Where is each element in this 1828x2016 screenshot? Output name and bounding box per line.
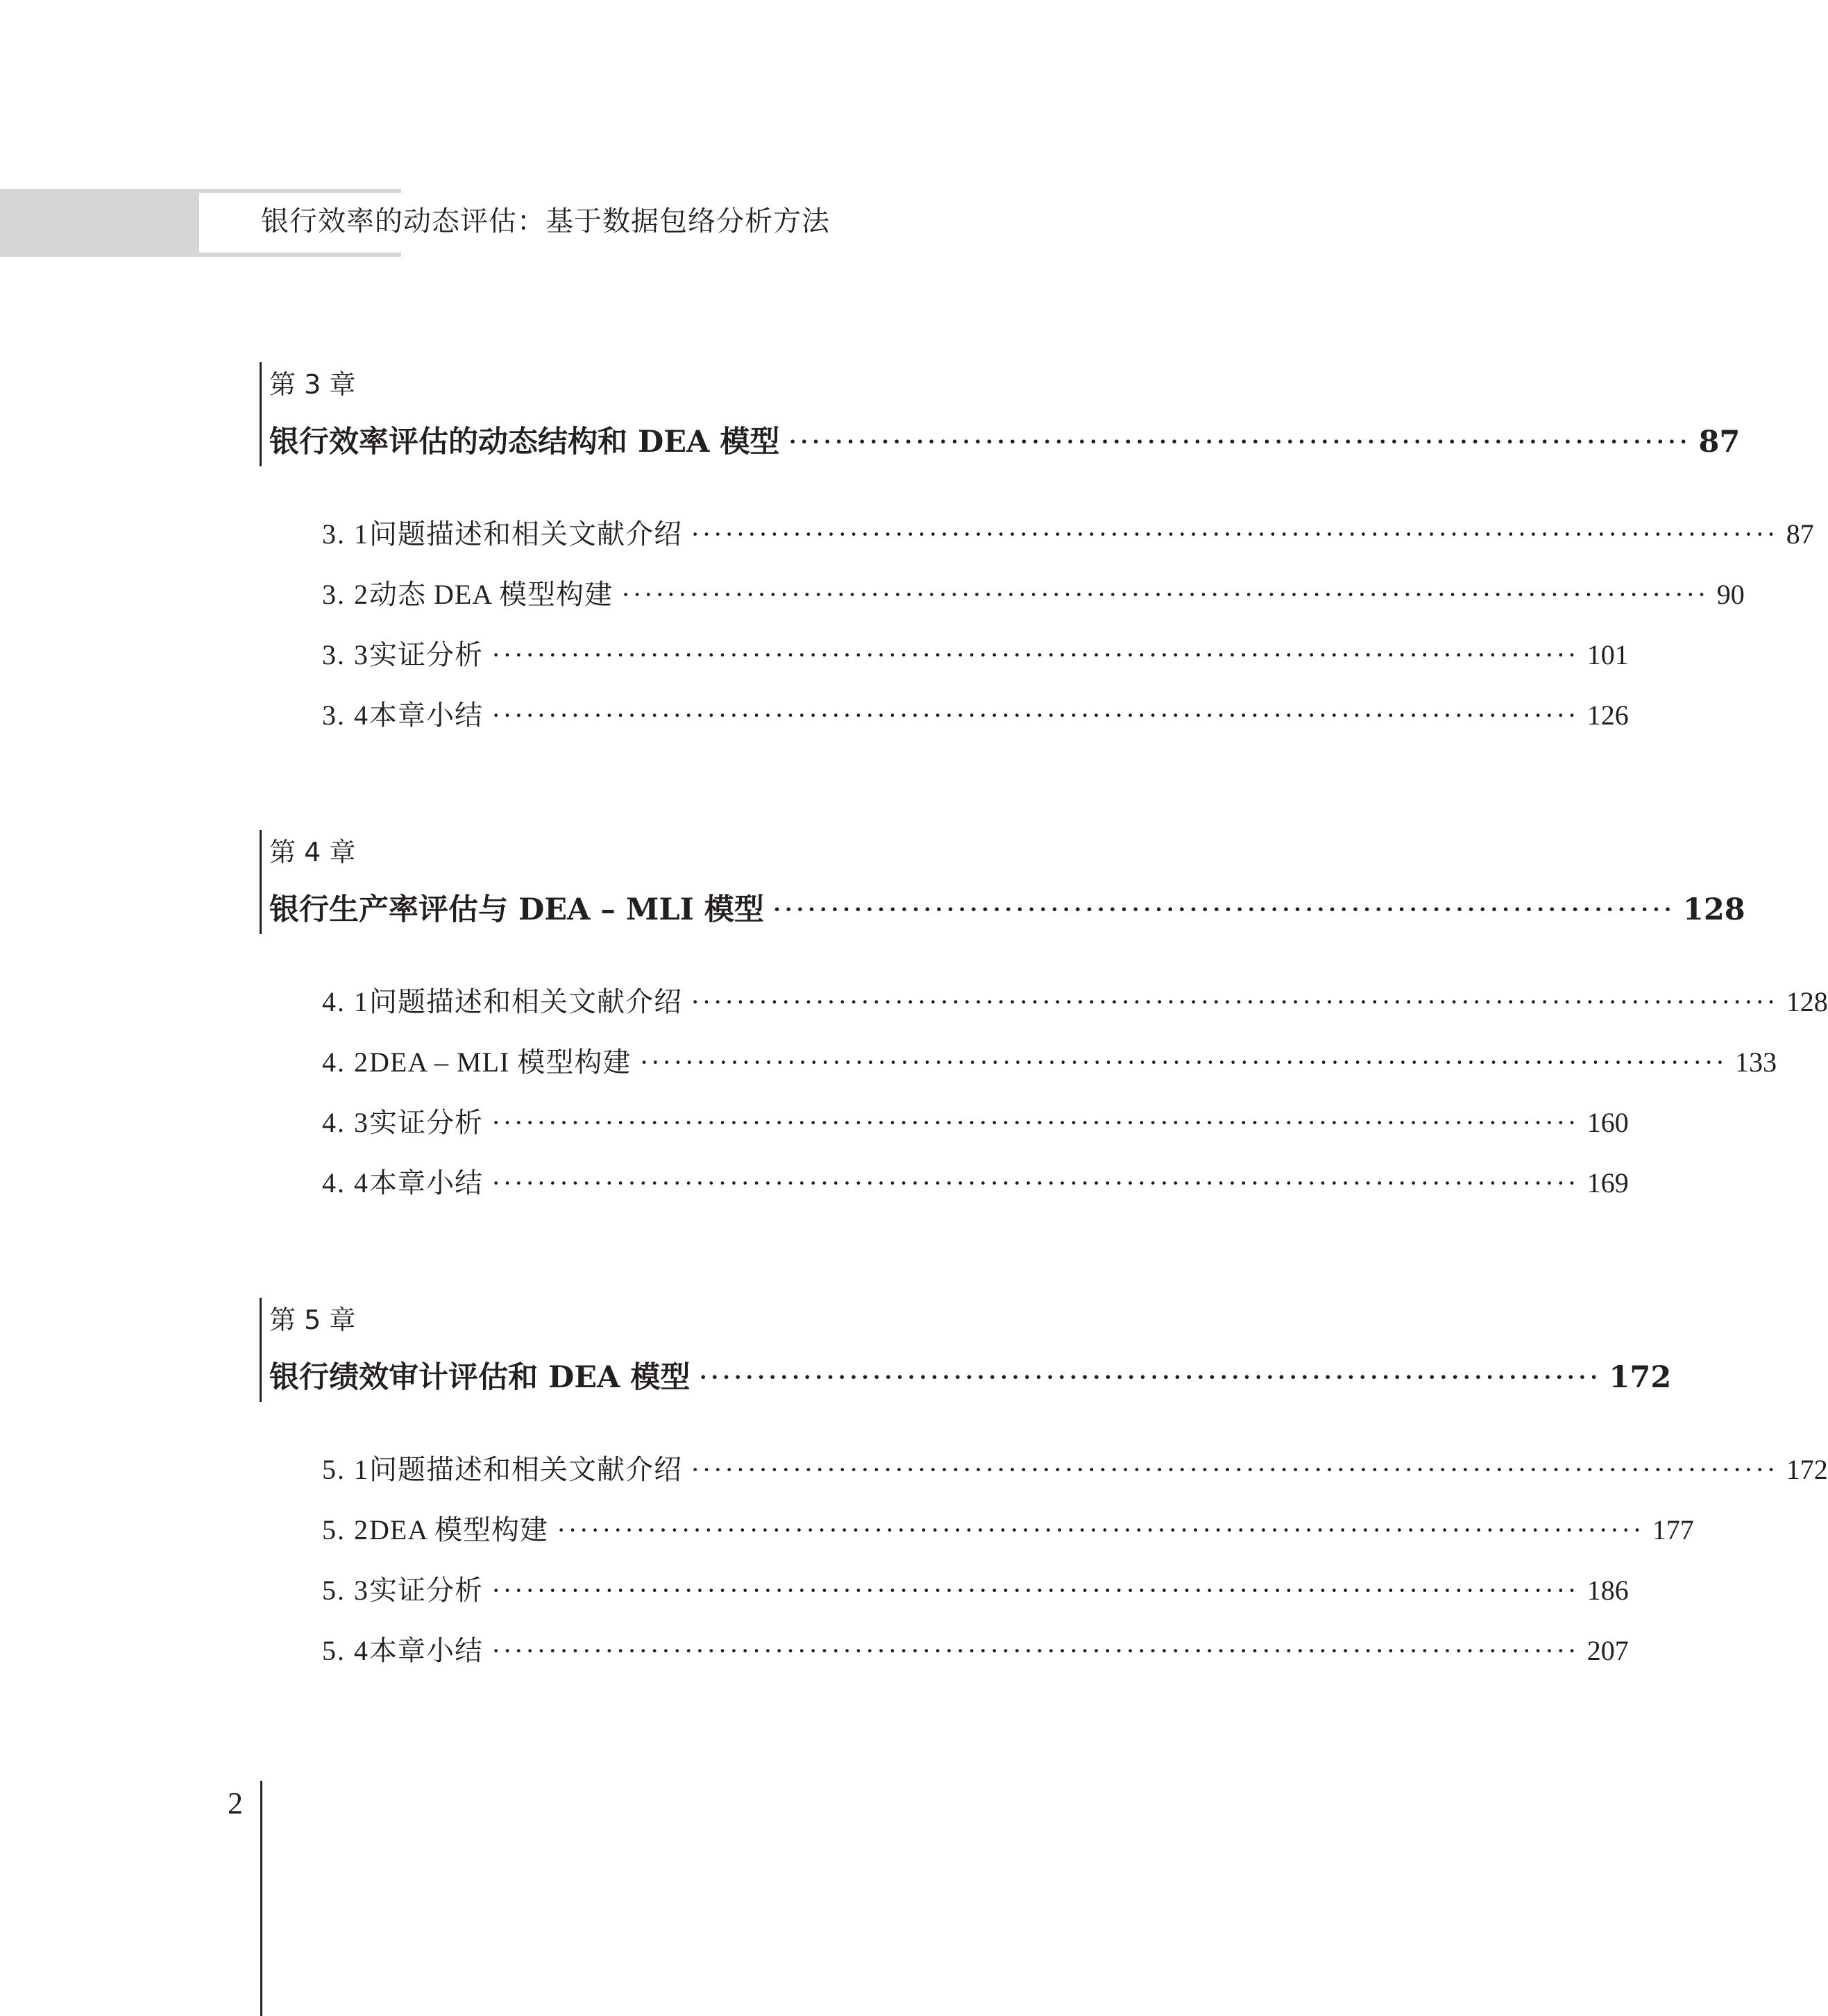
dot-leader: ································································································ [491,1575,1579,1606]
chapter-title: 银行效率评估的动态结构和 DEA 模型 [269,425,780,459]
section-number: 5. 2 [322,1514,369,1545]
section-number: 4. 4 [322,1167,369,1198]
toc-entry-section[interactable] [322,1630,1629,1672]
chapter-number: 第 3 章 [269,369,356,400]
toc-entry-chapter-3[interactable] [269,421,1741,464]
section-number: 3. 1 [322,518,369,550]
section-number: 4. 3 [322,1107,369,1138]
section-page: 128 [1786,986,1828,1017]
toc-entry-chapter-5[interactable] [269,1356,1672,1399]
chapter-title: 银行生产率评估与 DEA – MLI 模型 [269,892,764,927]
chapter-page: 87 [1698,425,1741,459]
toc-entry-section[interactable] [322,695,1629,736]
toc-entry-section[interactable] [322,981,1828,1023]
section-number: 3. 3 [322,639,369,670]
chapter-4 [260,830,1828,1219]
chapter-5 [260,1298,1828,1686]
dot-leader: ································································································ [691,1454,1778,1485]
section-title: 动态 DEA 模型构建 [369,579,613,610]
toc-entry-section[interactable] [322,1102,1629,1144]
running-header-title: 银行效率的动态评估：基于数据包络分析方法 [261,205,830,237]
section-title: 本章小结 [369,700,483,731]
dot-leader: ·············································································· [772,892,1675,927]
section-page: 126 [1586,700,1629,731]
section-number: 5. 4 [322,1635,369,1666]
section-title: 本章小结 [369,1167,483,1198]
section-title: 实证分析 [369,1575,483,1606]
page-number: 2 [228,1786,243,1820]
dot-leader: ································································································ [691,986,1778,1017]
chapter-bar [260,362,262,466]
chapter-bar [260,1298,262,1402]
section-page: 160 [1586,1107,1629,1138]
dot-leader: ································································································ [491,639,1579,670]
dot-leader: ································································································ [491,1635,1579,1666]
section-number: 4. 1 [322,986,369,1017]
section-page: 169 [1586,1167,1629,1198]
section-number: 5. 3 [322,1575,369,1606]
dot-leader: ································································································ [491,1107,1579,1138]
section-page: 177 [1652,1514,1694,1545]
chapter-number: 第 5 章 [269,1305,356,1335]
dot-leader: ································································································ [491,700,1579,731]
section-number: 3. 4 [322,700,369,731]
dot-leader: ·············································································· [788,425,1691,459]
section-page: 87 [1786,518,1814,550]
section-page: 90 [1716,579,1745,610]
chapter-number: 第 4 章 [269,837,356,867]
section-title: 问题描述和相关文献介绍 [369,1454,682,1485]
gutter-rule [260,1781,262,2016]
chapter-page: 172 [1609,1360,1672,1395]
section-title: 问题描述和相关文献介绍 [369,518,682,550]
chapter-3 [260,362,1814,751]
section-title: 实证分析 [369,1107,483,1138]
toc-entry-section[interactable] [322,1449,1828,1491]
dot-leader: ································································································ [621,579,1709,610]
section-number: 4. 2 [322,1047,369,1078]
chapter-page: 128 [1682,892,1745,927]
dot-leader: ································································································ [691,518,1778,550]
dot-leader: ································································································ [491,1167,1579,1198]
section-title: 实证分析 [369,639,483,670]
toc-entry-section[interactable] [322,1162,1629,1204]
section-page: 186 [1586,1575,1629,1606]
section-page: 101 [1586,639,1629,670]
section-title: DEA 模型构建 [369,1514,548,1545]
dot-leader: ·············································································· [698,1360,1601,1395]
section-title: 问题描述和相关文献介绍 [369,986,682,1017]
section-page: 133 [1735,1047,1777,1078]
chapter-title: 银行绩效审计评估和 DEA 模型 [269,1360,691,1395]
toc-entry-section[interactable] [322,514,1814,555]
toc-entry-section[interactable] [322,1042,1777,1083]
chapter-bar [260,830,262,934]
section-page: 172 [1786,1454,1828,1485]
toc-entry-section[interactable] [322,574,1745,616]
dot-leader: ································································································ [639,1047,1727,1078]
toc-entry-section[interactable] [322,634,1629,676]
toc-entry-section[interactable] [322,1570,1629,1611]
section-number: 3. 2 [322,579,369,610]
dot-leader: ································································································ [557,1514,1644,1545]
toc-entry-chapter-4[interactable] [269,888,1745,931]
section-page: 207 [1586,1635,1629,1666]
section-number: 5. 1 [322,1454,369,1485]
toc-entry-section[interactable] [322,1509,1694,1551]
section-title: 本章小结 [369,1635,483,1666]
section-title: DEA – MLI 模型构建 [369,1047,632,1078]
